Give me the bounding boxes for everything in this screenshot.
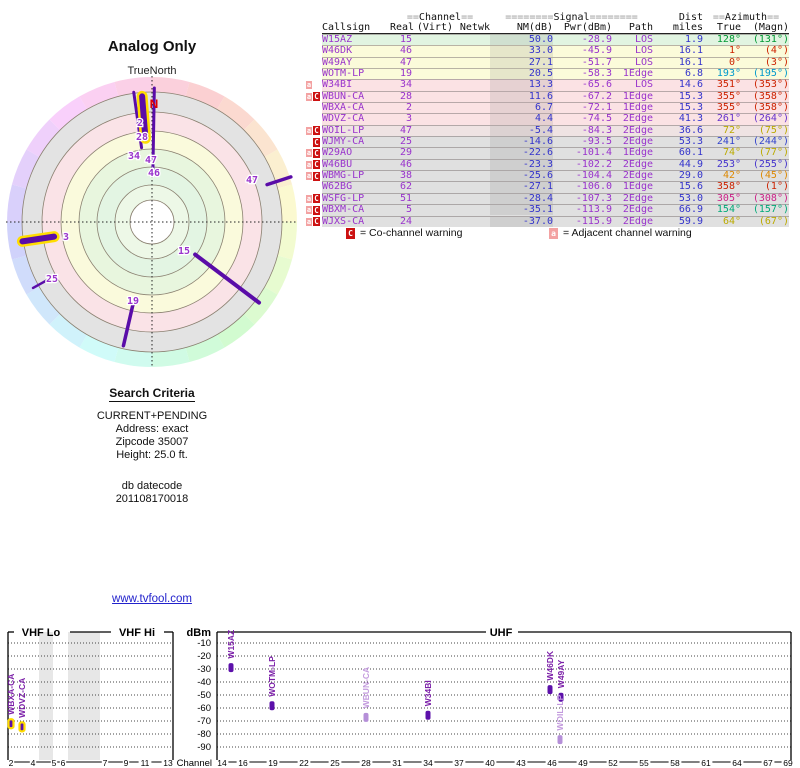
true-north-label: TrueNorth (127, 65, 177, 77)
cell-azimuth-magn: (45°) (758, 170, 789, 182)
radar-channel-label: 25 (45, 274, 59, 285)
cell-pwr: -65.6 (581, 79, 612, 91)
col-magn: (Magn) (752, 22, 789, 33)
cell-path: 2Edge (622, 136, 653, 148)
channel-tick-label: 6 (60, 758, 66, 768)
channel-tick-label: 55 (639, 758, 649, 768)
station-label-W15AZ: W15AZ (226, 629, 236, 659)
station-label-WOTM-LP: WOTM-LP (267, 656, 277, 697)
cell-real: 46 (399, 45, 412, 57)
cell-path: 2Edge (622, 113, 653, 125)
cell-dist: 36.6 (678, 124, 703, 136)
cell-pwr: -28.9 (581, 34, 612, 46)
channel-tick-label: 19 (268, 758, 278, 768)
cell-azimuth-magn: (1°) (764, 181, 789, 193)
cell-nm: -25.6 (490, 171, 553, 181)
cell-path: 1Edge (622, 68, 653, 80)
table-row (322, 57, 789, 68)
station-label-W46DK: W46DK (545, 650, 555, 681)
cell-pwr: -106.0 (575, 181, 612, 193)
legend-adjacent-channel (549, 227, 692, 239)
co-channel-warning-icon: C (314, 148, 319, 158)
cell-azimuth-magn: (358°) (752, 90, 789, 102)
radar-channel-label: 47 (245, 175, 259, 186)
band-label: VHF Lo (21, 627, 61, 639)
cell-path: 2Edge (622, 204, 653, 216)
col-path: Path (628, 22, 653, 33)
header-group-signal: ========Signal======== (505, 12, 638, 23)
channel-tick-label: 11 (140, 758, 150, 768)
channel-tick-label: 22 (299, 758, 309, 768)
co-channel-warning-icon: C (346, 228, 355, 239)
cell-path: 2Edge (622, 170, 653, 182)
co-channel-warning-icon: C (314, 137, 319, 147)
cell-azimuth-true: 74° (722, 147, 741, 159)
adjacent-channel-warning-text: = Adjacent channel warning (563, 227, 692, 239)
radar-chart-title: Analog Only (107, 38, 197, 55)
db-datecode-line: 201108170018 (115, 493, 189, 505)
adjacent-channel-warning-icon: a (306, 194, 312, 203)
cell-azimuth-true: 72° (722, 124, 741, 136)
co-channel-warning-icon: C (314, 160, 319, 170)
band-label: UHF (489, 627, 513, 639)
cell-path: 2Edge (622, 192, 653, 204)
cell-real: 24 (399, 215, 412, 227)
co-channel-warning-text: = Co-channel warning (360, 227, 463, 239)
station-bar-WBUN-CA (364, 713, 369, 722)
cell-azimuth-true: 64° (722, 215, 741, 227)
cell-real: 28 (399, 90, 412, 102)
dbm-tick-label: -80 (197, 729, 211, 740)
cell-dist: 44.9 (678, 158, 703, 170)
channel-tick-label: 31 (392, 758, 402, 768)
radar-channel-label: 47 (144, 155, 158, 166)
cell-azimuth-true: 42° (722, 170, 741, 182)
cell-nm: -37.0 (490, 217, 553, 227)
cell-dist: 15.3 (678, 90, 703, 102)
table-row (322, 45, 789, 56)
channel-tick-label: 40 (485, 758, 495, 768)
cell-callsign: W46DK (322, 45, 353, 57)
adjacent-channel-warning-icon: a (306, 126, 312, 135)
col-callsign: Callsign (322, 22, 371, 33)
station-bar-W34BI (426, 711, 431, 720)
cell-pwr: -113.9 (575, 204, 612, 216)
col-pwr: Pwr(dBm) (563, 22, 612, 33)
cell-azimuth-true: 193° (716, 68, 741, 80)
table-row (306, 215, 789, 227)
station-label-W49AY: W49AY (556, 659, 566, 689)
table-row (322, 102, 789, 113)
col-miles: miles (672, 22, 703, 33)
cell-dist: 66.9 (678, 204, 703, 216)
cell-dist: 60.1 (678, 147, 703, 159)
cell-nm: -27.1 (490, 182, 553, 192)
spectrum-gap-band (68, 632, 100, 760)
channel-tick-label: 46 (547, 758, 557, 768)
cell-azimuth-magn: (255°) (752, 158, 789, 170)
station-label-WOIL-LP: WOIL-LP (555, 694, 565, 731)
cell-pwr: -74.5 (581, 113, 612, 125)
station-label-WBUN-CA: WBUN-CA (361, 666, 371, 709)
cell-nm: -22.6 (490, 148, 553, 158)
co-channel-warning-icon: C (314, 171, 319, 181)
spectrum-chart (0, 616, 800, 768)
station-bar-WOIL-LP (558, 735, 563, 744)
cell-callsign: W49AY (322, 56, 353, 68)
cell-dist: 59.9 (678, 215, 703, 227)
cell-real: 19 (399, 68, 412, 80)
cell-azimuth-magn: (131°) (752, 34, 789, 46)
adjacent-channel-warning-icon: a (306, 92, 312, 101)
adjacent-channel-warning-icon: a (306, 160, 312, 169)
cell-azimuth-magn: (353°) (752, 79, 789, 91)
col-real: Real (390, 22, 415, 33)
col-nm: NM(dB) (516, 22, 553, 33)
cell-pwr: -93.5 (581, 136, 612, 148)
station-bar-WOTM-LP (270, 701, 275, 710)
station-label-WDVZ-CA: WDVZ-CA (17, 677, 27, 718)
adjacent-channel-warning-icon: a (306, 217, 312, 226)
cell-pwr: -101.4 (575, 147, 612, 159)
band-label: VHF Hi (118, 627, 156, 639)
cell-callsign: WSFG-LP (322, 192, 365, 204)
col-virt: (Virt) (416, 22, 453, 33)
channel-tick-label: 49 (578, 758, 588, 768)
cell-azimuth-magn: (77°) (758, 147, 789, 159)
table-row (306, 147, 789, 159)
dbm-tick-label: -50 (197, 690, 211, 701)
cell-azimuth-true: 253° (716, 158, 741, 170)
cell-dist: 16.1 (678, 56, 703, 68)
cell-real: 29 (399, 147, 412, 159)
channel-tick-label: 28 (361, 758, 371, 768)
adjacent-channel-warning-icon: a (306, 206, 312, 215)
cell-callsign: WDVZ-CA (322, 113, 365, 125)
cell-nm: 6.7 (490, 103, 553, 113)
cell-pwr: -58.3 (581, 68, 612, 80)
radar-chart (0, 60, 305, 380)
dbm-tick-label: -90 (197, 742, 211, 753)
cell-dist: 41.3 (678, 113, 703, 125)
cell-azimuth-magn: (67°) (758, 215, 789, 227)
header-group-channel: ==Channel== (406, 12, 474, 23)
radar-channel-label: 15 (177, 246, 191, 257)
cell-path: 1Edge (622, 90, 653, 102)
cell-azimuth-true: 0° (728, 56, 741, 68)
search-criteria-title: Search Criteria (109, 386, 195, 400)
table-row (306, 204, 789, 216)
adjacent-channel-warning-icon: a (306, 172, 312, 181)
cell-azimuth-magn: (75°) (758, 124, 789, 136)
dbm-tick-label: -70 (197, 716, 211, 727)
spectrum-gap-band (39, 632, 53, 760)
db-datecode-line: db datecode (121, 480, 183, 492)
co-channel-warning-icon: C (314, 217, 319, 226)
criteria-line: Address: exact (115, 423, 189, 435)
radar-channel-label: 3 (62, 232, 70, 243)
search-criteria (40, 387, 264, 506)
cell-path: 2Edge (622, 158, 653, 170)
table-row (306, 79, 789, 91)
channel-tick-label: 2 (8, 758, 14, 768)
channel-tick-label: 37 (454, 758, 464, 768)
north-marker: N (149, 97, 159, 111)
table-row (322, 181, 789, 192)
header-group-dist: Dist (678, 12, 703, 23)
co-channel-warning-icon: C (314, 92, 319, 102)
dbm-tick-label: -40 (197, 677, 211, 688)
cell-azimuth-magn: (244°) (752, 136, 789, 148)
cell-callsign: WBXM-CA (322, 204, 365, 216)
col-netwk: Netwk (459, 22, 490, 33)
cell-dist: 6.8 (684, 68, 703, 80)
cell-azimuth-true: 355° (716, 90, 741, 102)
cell-pwr: -45.9 (581, 45, 612, 57)
dbm-tick-label: -30 (197, 664, 211, 675)
cell-callsign: WBXA-CA (322, 102, 365, 114)
cell-azimuth-true: 305° (716, 192, 741, 204)
cell-nm: 4.4 (490, 114, 553, 124)
channel-tick-label: 61 (701, 758, 711, 768)
cell-azimuth-magn: (264°) (752, 113, 789, 125)
station-bar-WBXA-CA (9, 719, 14, 728)
cell-real: 25 (399, 136, 412, 148)
channel-tick-label: 52 (608, 758, 618, 768)
cell-nm: 13.3 (490, 80, 553, 90)
cell-nm: 20.5 (490, 69, 553, 79)
channel-tick-label: 25 (330, 758, 340, 768)
cell-nm: -35.1 (490, 205, 553, 215)
cell-nm: -23.3 (490, 160, 553, 170)
cell-azimuth-true: 154° (716, 204, 741, 216)
dbm-tick-label: -20 (197, 651, 211, 662)
cell-path: 2Edge (622, 215, 653, 227)
dbm-axis-label: dBm (186, 627, 211, 639)
cell-real: 38 (399, 170, 412, 182)
cell-nm: -5.4 (490, 126, 553, 136)
station-label-W34BI: W34BI (423, 680, 433, 707)
channel-tick-label: 14 (217, 758, 227, 768)
cell-real: 47 (399, 124, 412, 136)
station-bar-W15AZ (229, 663, 234, 672)
table-header-columns (322, 23, 789, 34)
legend-co-channel (346, 227, 462, 239)
channel-tick-label: 69 (783, 758, 793, 768)
cell-dist: 53.0 (678, 192, 703, 204)
signal-table (306, 12, 789, 227)
cell-azimuth-true: 241° (716, 136, 741, 148)
cell-callsign: WOIL-LP (322, 124, 365, 136)
site-link-wrap (0, 589, 304, 607)
cell-callsign: W29AO (322, 147, 353, 159)
channel-tick-label: 13 (163, 758, 173, 768)
cell-dist: 15.6 (678, 181, 703, 193)
cell-real: 51 (399, 192, 412, 204)
cell-callsign: W15AZ (322, 34, 353, 46)
cell-pwr: -84.3 (581, 124, 612, 136)
channel-tick-label: 5 (51, 758, 57, 768)
cell-callsign: WOTM-LP (322, 68, 365, 80)
table-row (314, 136, 789, 148)
cell-callsign: WBUN-CA (322, 90, 365, 102)
adjacent-channel-warning-icon: a (306, 149, 312, 158)
station-bar-W46DK (548, 685, 553, 694)
cell-path: LOS (634, 56, 653, 68)
cell-azimuth-true: 261° (716, 113, 741, 125)
cell-path: 1Edge (622, 181, 653, 193)
cell-callsign: WJMY-CA (322, 136, 365, 148)
dbm-tick-label: -10 (197, 638, 211, 649)
cell-callsign: W46BU (322, 158, 353, 170)
adjacent-channel-warning-icon: a (549, 228, 558, 239)
table-row (322, 68, 789, 79)
cell-azimuth-magn: (308°) (752, 192, 789, 204)
channel-tick-label: 43 (516, 758, 526, 768)
channel-axis-label: Channel (176, 758, 212, 768)
cell-azimuth-true: 358° (716, 181, 741, 193)
cell-real: 15 (399, 34, 412, 46)
criteria-line: Zipcode 35007 (115, 436, 189, 448)
table-row (306, 90, 789, 102)
channel-tick-label: 58 (670, 758, 680, 768)
radar-channel-label: 46 (147, 168, 161, 179)
radar-channel-label: 19 (126, 296, 140, 307)
cell-real: 47 (399, 56, 412, 68)
header-group-azimuth: ==Azimuth== (712, 12, 780, 23)
cell-path: LOS (634, 45, 653, 57)
cell-real: 3 (405, 113, 412, 125)
cell-azimuth-magn: (358°) (752, 102, 789, 114)
station-label-WBXA-CA: WBXA-CA (6, 673, 16, 715)
co-channel-warning-icon: C (314, 126, 319, 136)
criteria-line: CURRENT+PENDING (96, 410, 208, 422)
cell-pwr: -107.3 (575, 192, 612, 204)
table-row (322, 113, 789, 124)
cell-nm: -14.6 (490, 137, 553, 147)
channel-tick-label: 4 (30, 758, 36, 768)
cell-dist: 14.6 (678, 79, 703, 91)
co-channel-warning-icon: C (314, 194, 319, 204)
cell-azimuth-magn: (4°) (764, 45, 789, 57)
cell-real: 62 (399, 181, 412, 193)
cell-nm: 33.0 (490, 46, 553, 56)
channel-tick-label: 9 (123, 758, 129, 768)
cell-pwr: -72.1 (581, 102, 612, 114)
cell-pwr: -104.4 (575, 170, 612, 182)
cell-azimuth-magn: (3°) (764, 56, 789, 68)
cell-nm: -28.4 (490, 194, 553, 204)
table-body (306, 34, 789, 227)
table-row (306, 192, 789, 204)
station-bar-WDVZ-CA (20, 722, 25, 731)
cell-azimuth-true: 355° (716, 102, 741, 114)
cell-nm: 50.0 (490, 35, 553, 45)
col-true: True (716, 22, 741, 33)
cell-callsign: W62BG (322, 181, 353, 193)
cell-path: LOS (634, 34, 653, 46)
radar-channel-label: 28 (135, 132, 149, 143)
cell-callsign: W34BI (322, 79, 353, 91)
cell-azimuth-magn: (157°) (752, 204, 789, 216)
table-row (306, 158, 789, 170)
cell-dist: 29.0 (678, 170, 703, 182)
dbm-tick-label: -60 (197, 703, 211, 714)
cell-real: 34 (399, 79, 412, 91)
cell-path: 1Edge (622, 147, 653, 159)
channel-tick-label: 64 (732, 758, 742, 768)
cell-pwr: -51.7 (581, 56, 612, 68)
cell-dist: 53.3 (678, 136, 703, 148)
radar-channel-label: 2 (136, 118, 144, 129)
cell-pwr: -115.9 (575, 215, 612, 227)
cell-real: 5 (405, 204, 412, 216)
cell-callsign: WJXS-CA (322, 215, 365, 227)
table-row (322, 34, 789, 45)
channel-tick-label: 16 (238, 758, 248, 768)
cell-dist: 15.3 (678, 102, 703, 114)
adjacent-channel-warning-icon: a (306, 81, 312, 90)
channel-tick-label: 7 (102, 758, 108, 768)
cell-nm: 11.6 (490, 92, 553, 102)
cell-callsign: WBMG-LP (322, 170, 365, 182)
table-row (306, 170, 789, 182)
radar-channel-label: 34 (127, 151, 141, 162)
cell-azimuth-true: 128° (716, 34, 741, 46)
cell-path: 1Edge (622, 102, 653, 114)
tvfool-link[interactable]: www.tvfool.com (112, 593, 192, 605)
db-datecode (40, 480, 264, 506)
cell-dist: 16.1 (678, 45, 703, 57)
cell-real: 46 (399, 158, 412, 170)
table-row (306, 124, 789, 136)
cell-azimuth-true: 351° (716, 79, 741, 91)
cell-nm: 27.1 (490, 58, 553, 68)
channel-tick-label: 34 (423, 758, 433, 768)
cell-dist: 1.9 (684, 34, 703, 46)
criteria-line: Height: 25.0 ft. (116, 449, 188, 461)
cell-path: 2Edge (622, 124, 653, 136)
cell-azimuth-magn: (195°) (752, 68, 789, 80)
channel-tick-label: 67 (763, 758, 773, 768)
cell-azimuth-true: 1° (728, 45, 741, 57)
cell-real: 2 (405, 102, 412, 114)
cell-pwr: -67.2 (581, 90, 612, 102)
search-criteria-lines (40, 410, 264, 462)
cell-path: LOS (634, 79, 653, 91)
co-channel-warning-icon: C (314, 205, 319, 215)
cell-pwr: -102.2 (575, 158, 612, 170)
